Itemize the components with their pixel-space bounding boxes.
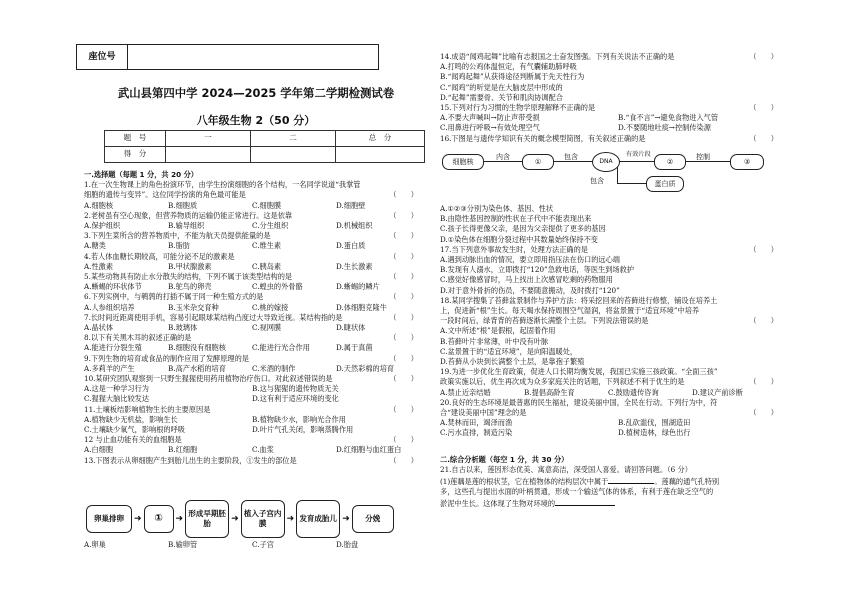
stage-box: 发育成胎儿: [296, 500, 340, 538]
question-text: 多，这些孔与提出水面的叶柄贯通，形成一个输送气体的体系，有利于莲在缺乏空气的: [440, 487, 714, 497]
option-row: A.禁止近亲结婚 B.提倡高龄生育 C.鼓励遗传咨询 D.建议产前诊断: [440, 387, 743, 397]
arrow-right-icon: ➜: [231, 513, 239, 524]
question-text: 10.某研究团队观察到一只野生猩猩使用药用植物治疗伤口。对此叙述错误的是 （ ）: [84, 374, 418, 384]
score-cell[interactable]: [336, 147, 425, 163]
question-text: 合“建设美丽中国”理念的是 （ ）: [440, 408, 778, 418]
option-row: A.白细胞 B.红细胞 C.血浆 D.红细胞与血红蛋白: [84, 445, 402, 455]
score-header: 一: [166, 131, 251, 147]
arrow-right-icon: ➜: [286, 513, 295, 524]
option-line: B.苔藓叶片非常薄，叶中没有叶脉: [440, 336, 549, 346]
diagram-label: 控制: [696, 153, 710, 161]
score-header: 总 分: [336, 131, 425, 147]
question-text: 3.下列生菜所含的营养物质中，不能为航天员提供能量的是 （ ）: [84, 231, 418, 241]
section-heading: 二.综合分析题（每空 1 分，共 30 分）: [440, 454, 569, 464]
stage-box: ①: [144, 505, 174, 533]
arrow-right-icon: ➜: [342, 513, 350, 524]
exam-subtitle: 八年级生物 2（50 分）: [196, 114, 316, 127]
option-line: C.孩子长得更像父亲，是因为父亲提供了更多的基因: [440, 224, 606, 234]
option-row: A.人参组织培养 B.玉米杂交育种 C.桃的嫁接 D.体细胞克隆牛: [84, 302, 387, 312]
question-text: 21.自古以来，莲因形态优美、寓意高洁，深受国人喜爱。请回答问题。（6 分）: [440, 464, 692, 474]
option-line: A.①②③分别为染色体、基因、性状: [440, 204, 554, 213]
stage-box: 卵巢排卵: [86, 505, 132, 533]
option-line: B.发现有人溺水，立即拨打“120”急救电话，等医生到场救护: [440, 265, 634, 275]
question-text: 细胞的遗传与变异”。这位同学扮演的角色最可能是 （ ）: [84, 190, 418, 200]
diagram-node: 蛋白质: [646, 176, 684, 192]
diagram-node: 细胞核: [442, 154, 484, 170]
arrow-right-icon: ➜: [134, 513, 142, 524]
diagram-node: ②: [654, 154, 686, 170]
question-text: 7.长时间近距离使用手机，容易引起眼球某结构凸度过大导致近视。某结构指的是 （ ）: [84, 312, 418, 322]
question-text: 15.下列对行为习惯的生物学原理解释不正确的是 （ ）: [440, 103, 778, 113]
option-row: A.多莉羊的产生 B.高产水稻的培育 C.米酒的制作 D.天然彩棉的培育: [84, 363, 395, 373]
option-row: A.植物缺少无机盐，影响生长 B.植物缺少水，影响光合作用: [84, 414, 346, 424]
section-heading: 一.选择题（每题 1 分，共 20 分）: [84, 170, 198, 179]
diagram-node: ①: [522, 154, 554, 170]
option-line: D.①染色体在细胞分裂过程中其数量始终保持不变: [440, 234, 598, 244]
question-text: 12 与止血功能有关的血细胞是 （ ）: [84, 435, 418, 445]
stage-box: 植入子宫内膜: [241, 500, 285, 538]
question-text: 18.某同学搜集了苔藓盆景制作与养护方法：将采挖回来的苔藓进行修整，铺设在培养土: [440, 295, 718, 305]
question-text: 政策实施以后，优生再次成为众多家庭关注的话题，下列叙述不利于优生的是 （ ）: [440, 377, 778, 387]
diagram-node: DNA: [592, 152, 620, 172]
option-line: B.“闻鸡起舞”从获得途径判断属于先天性行为: [440, 72, 585, 82]
stage-box: 形成早期胚胎: [185, 500, 229, 538]
question-text: 9.下列生物的培育或食品的制作应用了发酵原理的是 （ ）: [84, 353, 418, 363]
option-line: A.文中所述“根”是假根，起固着作用: [440, 326, 556, 336]
question-text: 6.下列实例中，与鹌鹑的打插不属于同一种生殖方式的是 （ ）: [84, 292, 418, 302]
question-text: 16.下图是与遗传学知识有关的概念模型简图，有关叙述正确的是 （ ）: [440, 133, 778, 143]
question-text: 淤泥中生长。这体现了生物对环境的: [440, 497, 778, 509]
answer-blank[interactable]: [608, 475, 654, 484]
genetics-concept-diagram: [440, 152, 780, 200]
option-row: A.不要大声喊叫→防止声带受损 B.“食不言”→避免食物进入气管: [440, 113, 719, 123]
option-line: C.盆景置于的“适宜环境”，是向阳温暖处，: [440, 346, 578, 356]
seat-number-field[interactable]: [128, 45, 378, 69]
option-line: C.“闻鸡”的听觉是在大脑皮层中形成的: [440, 82, 563, 92]
question-text: 1.在一次生物课上的角色扮演环节，由学生扮演细胞的各个结构，一名同学说道“我掌管: [84, 180, 361, 190]
diagram-label: 有效片段: [626, 151, 651, 158]
option-row: C.土壤缺少氧气，影响根的呼吸 D.叶片气孔关闭，影响蒸腾作用: [84, 425, 354, 435]
right-column: [440, 52, 778, 144]
question-text: 14.成语“闻鸡起舞”比喻有志报国之士奋发图强。下列有关说法不正确的是 （ ）: [440, 52, 778, 61]
stage-box: 分娩: [352, 505, 394, 533]
option-row: C.污水直排，制造污染 D.植树造林，绿色出行: [440, 428, 691, 438]
option-row: A.能进行分裂生殖 B.细胞没有细胞核 C.能进行光合作用 D.属于真菌: [84, 343, 373, 353]
option-line: B.由隐性基因控制的性状在子代中不能表现出来: [440, 214, 592, 224]
option-row: A.晶状体 B.玻璃体 C.视网膜 D.睫状体: [84, 323, 366, 333]
diagram-label: 包含: [564, 153, 578, 161]
stage-flowchart: [86, 500, 394, 538]
diagram-label: 包含: [590, 177, 604, 185]
option-row: A.这是一种学习行为 B.这与猩猩的遗传物质无关: [84, 384, 339, 394]
option-line: D.“起舞”需要骨、关节和肌肉协调配合: [440, 92, 563, 102]
question-text: 8.以下有关黑木耳的叙述正确的是 （ ）: [84, 333, 418, 343]
score-row-label: 得 分: [105, 147, 166, 163]
option-row: A.性激素 B.甲状腺激素 C.胰岛素 D.生长激素: [84, 261, 373, 271]
question-text: 11.土壤板结影响植物生长的主要原因是 （ ）: [84, 404, 418, 414]
option-line: C.感觉好像感冒时，马上找出上次感冒吃剩的药物服用: [440, 275, 613, 285]
question-text: 2.老树虽有空心现象，但营养物质的运输仍能正常进行。这是依靠 （ ）: [84, 210, 418, 220]
option-row: A.糖类 B.脂肪 C.维生素 D.蛋白质: [84, 241, 366, 251]
option-row: C.用鼻进行呼吸→有效处理空气 D.不要随地吐痰→控制传染源: [440, 123, 711, 133]
seat-number-box: [76, 44, 379, 70]
exam-title: 武山县第四中学 2024—2025 学年第二学期检测试卷: [117, 86, 395, 100]
diagram-label: 内含: [496, 153, 510, 161]
option-line: A.打鸣的公鸡体温恒定，有气囊辅助肺呼吸: [440, 62, 577, 72]
question-text: (1)莲藕是莲的根状茎，它在植物体的结构层次中属于 。莲藕的通气孔特别: [440, 477, 720, 487]
arrow-right-icon: ➜: [175, 513, 184, 524]
question-text: 上，促进新“根”生长。每天喝水保持周围空气湿润，将盆景置于“适宜环境”中培养: [440, 306, 700, 316]
option-row: A.焚林而田，竭泽而渔 B.乱砍滥伐，围湖造田: [440, 418, 691, 428]
question-text: 13.下图表示从卵细胞产生到胎儿出生的主要阶段，①发生的部位是 （ ）: [84, 455, 418, 465]
score-header: 题 号: [105, 131, 166, 147]
left-column: [84, 170, 418, 466]
score-header: 二: [251, 131, 336, 147]
question-text: 17.当下列意外事故发生时，处理方法正确的是 （ ）: [440, 244, 778, 254]
question-text: 4.若人体血糖长期较高，可能分泌不足的激素是 （ ）: [84, 251, 418, 261]
question-text: 20.良好的生态环境是最普惠的民生福祉，建设美丽中国，全民在行动。下列行为中，符: [440, 397, 718, 407]
option-row: C.猩猩大脑比较发达 D.这有利于适应环境的变化: [84, 394, 339, 404]
option-row: A.细胞核 B.细胞质 C.细胞膜 D.细胞壁: [84, 200, 366, 210]
question-text: 19.为进一步优化生育政策，促进人口长期均衡发展，我国已实施三孩政策。“全面三孩”: [440, 367, 718, 377]
option-line: D.苔藓从小块到长满整个土层，是靠孢子繁殖: [440, 357, 585, 367]
option-row: A.蜥蜴的环状体节 B.鸵鸟的卵壳 C.蝗虫的外骨骼 D.蜥蜴的鳞片: [84, 282, 380, 292]
answer-blank[interactable]: [555, 497, 615, 506]
diagram-node: ③: [730, 154, 764, 170]
score-cell[interactable]: [251, 147, 336, 163]
score-cell[interactable]: [166, 147, 251, 163]
right-column-lower: [440, 204, 778, 510]
option-line: A.遇到动脉出血的情况，要立即用指压法在伤口的远心端: [440, 255, 620, 265]
option-row: A.卵巢 B.输卵管 C.子宫 D.胎盘: [84, 540, 359, 549]
question-text: 5.某些动物具有防止水分散失的结构，下列不属于该类型结构的是 （ ）: [84, 272, 418, 282]
seat-number-label: 座位号: [77, 45, 128, 69]
option-row: A.保护组织 B.输导组织 C.分生组织 D.机械组织: [84, 221, 373, 231]
option-line: D.对于意外骨折的伤员，不要随意搬动，及时拨打“120”: [440, 285, 620, 295]
question-text: 一段时间后，绿背背的苔藓逐渐长满整个土层。下列说法错误的是 （ ）: [440, 316, 778, 326]
score-table: [104, 130, 425, 163]
